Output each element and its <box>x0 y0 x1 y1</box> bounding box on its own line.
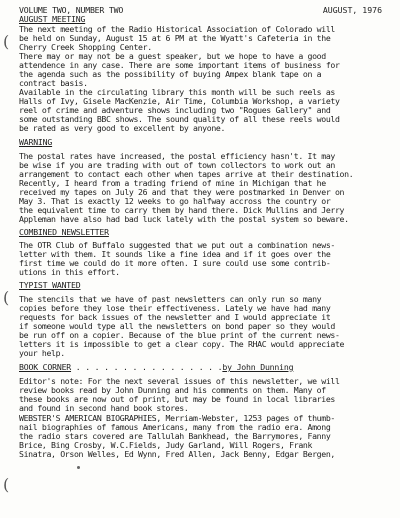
text-line: Editor's note: For the next several issues of this newsletter, we will <box>19 377 340 386</box>
text-line: be run off on a copier. Because of the blue print of the current news- <box>19 331 340 340</box>
section-heading-typist-wanted: TYPIST WANTED <box>19 280 81 290</box>
text-line: your help. <box>19 349 65 358</box>
text-line: these books are now out of print, but may be found in local libraries <box>19 395 335 404</box>
text-line: copies before they lose their effectiveness. Lately we have had many <box>19 304 331 313</box>
issue-date: AUGUST, 1976 <box>322 5 382 15</box>
text-line: received my tapes on July 26 and that they were postmarked in Denver on <box>19 188 345 197</box>
margin-bracket-mark: ( <box>3 32 10 51</box>
text-line: the agenda such as the possibility of buying Ampex blank tape on a <box>19 70 322 79</box>
text-line: be rated as very good to excellent by anyone. <box>19 124 226 133</box>
section-heading-combined-newsletter: COMBINED NEWSLETTER <box>19 227 109 237</box>
text-line: Halls of Ivy, Gisele MacKenzie, Air Time, Columbia Workshop, a variety <box>19 97 340 106</box>
text-line: May 3. That is exactly 12 weeks to go halfway accross the country or <box>19 197 331 206</box>
text-line: The next meeting of the Radio Historical Association of Colorado will <box>19 25 335 34</box>
book-corner-heading-row <box>19 363 391 372</box>
text-line: Brice, Bing Crosby, W.C.Fields, Judy Garland, Will Rogers, Frank <box>19 441 313 450</box>
margin-bracket-mark: ( <box>3 288 10 307</box>
text-line: be wise if you are trading with out of town collectors to work out an <box>19 161 335 170</box>
section-heading-book-corner: BOOK CORNER <box>19 362 72 372</box>
text-line: attendence in any case. There are some important items of business for <box>19 61 340 70</box>
text-line: requests for back issues of the newsletter and I would appreciate it <box>19 313 331 322</box>
text-line: letter with them. It sounds like a fine idea and if it goes over the <box>19 250 331 259</box>
text-line: be held on Sunday, August 15 at 6 PM at the Wyatt's Cafeteria in the <box>19 34 331 43</box>
text-line: contract basis. <box>19 79 88 88</box>
text-line: review books read by John Dunning and his comments on them. Many of <box>19 386 326 395</box>
text-line: and found in second hand book stores. <box>19 404 189 413</box>
text-line: nail biographies of famous Americans, many from the radio era. Among <box>19 423 331 432</box>
dot-leader: . . . . . . . . . . . . . . . . <box>71 362 223 372</box>
text-line: the radio stars covered are Tallulah Bankhead, the Barrymores, Fanny <box>19 432 331 441</box>
text-line: utions in this effort. <box>19 268 120 277</box>
text-line: The postal rates have increased, the postal efficiency hasn't. It may <box>19 152 335 161</box>
ink-dot <box>77 466 80 469</box>
text-line: reel of crime and adventure shows including two "Rogues Gallery" and <box>19 106 331 115</box>
text-line: There may or may not be a guest speaker, but we hope to have a good <box>19 52 326 61</box>
text-line: the equivalent time to carry them by hand there. Dick Mullins and Jerry <box>19 206 345 215</box>
text-line: The OTR Club of Buffalo suggested that we put out a combination news- <box>19 241 335 250</box>
text-line: Cherry Creek Shopping Center. <box>19 43 152 52</box>
section-heading-august-meeting: AUGUST MEETING <box>19 14 86 24</box>
text-line: some outstanding BBC shows. The sound quality of all these reels would <box>19 115 340 124</box>
text-line: first time we could do it more often. I sure could use some contrib- <box>19 259 331 268</box>
text-line: WEBSTER'S AMERICAN BIOGRAPHIES, Merriam-Webster, 1253 pages of thumb- <box>19 414 335 423</box>
text-line: if someone would type all the newsletters on bond paper so they would <box>19 322 335 331</box>
text-line: Recently, I heard from a trading friend of mine in Michigan that he <box>19 179 326 188</box>
volume-header: VOLUME TWO, NUMBER TWO <box>19 5 124 15</box>
text-line: The stencils that we have of past newsletters can only run so many <box>19 295 322 304</box>
book-corner-byline: by John Dunning <box>222 362 294 372</box>
text-line: arrangement to contact each other when tapes arrive at their destination. <box>19 170 354 179</box>
section-heading-warning: WARNING <box>19 137 53 147</box>
text-line: Sinatra, Orson Welles, Ed Wynn, Fred Allen, Jack Benny, Edgar Bergen, <box>19 450 335 459</box>
text-line: Appleman have also had bad luck lately with the postal system so beware. <box>19 215 349 224</box>
text-line: letters it is impossible to get a clear copy. The RHAC would appreciate <box>19 340 345 349</box>
text-line: Available in the circulating library this month will be such reels as <box>19 88 335 97</box>
margin-bracket-mark: ( <box>3 475 10 494</box>
